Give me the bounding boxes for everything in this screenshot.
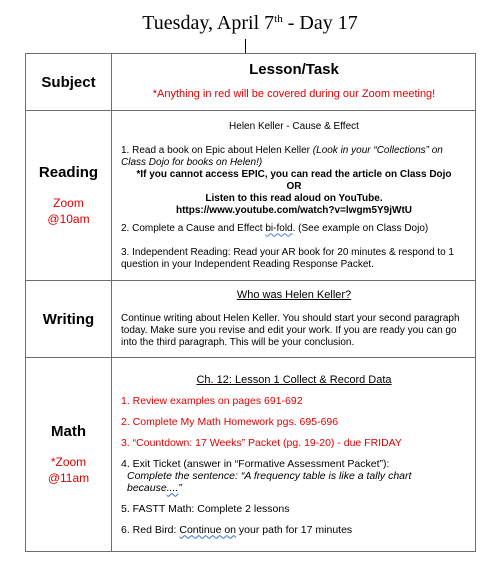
writing-row: [26, 281, 476, 358]
reading-epic-note: *If you cannot access EPIC, you can read the article on Class Dojo OR Listen to this read aloud on YouTube. https://www.youtube.com/watch?v=lwgm5Y9jWtU: [121, 169, 467, 217]
lesson-column-header: Lesson/Task: [249, 61, 339, 78]
math-item-6: 6. Red Bird: Continue on your path for 17 minutes: [121, 523, 353, 536]
math-item-1: 1. Review examples on pages 691-692: [121, 394, 303, 407]
table-header-row: [26, 54, 476, 111]
lesson-header-cell: [112, 54, 476, 111]
reading-task-cell: [112, 111, 476, 281]
math-item-5: 5. FASTT Math: Complete 2 lessons: [121, 502, 290, 515]
lesson-table: [25, 53, 476, 552]
reading-subject: Reading: [38, 164, 99, 181]
math-subject: Math: [51, 423, 86, 440]
writing-subject: Writing: [42, 310, 95, 328]
subject-header-cell: [26, 54, 112, 111]
reading-item-2: 2. Complete a Cause and Effect bi-fold. (See example on Class Dojo): [121, 222, 429, 234]
zoom-note: *Anything in red will be covered during our Zoom meeting!: [152, 88, 436, 100]
writing-subject-cell: [26, 281, 112, 358]
text-cursor: [245, 39, 246, 54]
reading-item-1: 1. Read a book on Epic about Helen Keller (Look in your “Collections” on Class Dojo for books on Helen!): [121, 144, 443, 168]
writing-heading: Who was Helen Keller?: [236, 289, 352, 301]
math-zoom-time: *Zoom @11am: [47, 455, 90, 485]
reading-item-3: 3. Independent Reading: Read your AR book for 20 minutes & respond to 1 question in your Independent Reading Response Packet.: [121, 246, 454, 270]
math-item-3: 3. “Countdown: 17 Weeks” Packet (pg. 19-20) - due FRIDAY: [121, 436, 402, 449]
math-row: [26, 358, 476, 552]
math-subject-cell: [26, 358, 112, 552]
math-task-cell: [112, 358, 476, 552]
writing-task-cell: [112, 281, 476, 358]
reading-heading: Helen Keller - Cause & Effect: [229, 120, 359, 132]
reading-row: [26, 111, 476, 281]
math-item-2: 2. Complete My Math Homework pgs. 695-696: [121, 415, 339, 428]
youtube-link[interactable]: https://www.youtube.com/watch?v=lwgm5Y9jWtU: [175, 204, 413, 216]
reading-subject-cell: [26, 111, 112, 281]
subject-column-header: Subject: [41, 73, 96, 91]
writing-body: Continue writing about Helen Keller. You should start your second paragraph today. Make sure you revise and edit your work. If you are ready you can go into the third paragraph. This will be your conclusion.: [121, 313, 460, 348]
math-heading: Ch. 12: Lesson 1 Collect & Record Data: [196, 373, 392, 386]
reading-zoom-time: Zoom @10am: [47, 196, 90, 226]
math-item-4: 4. Exit Ticket (answer in “Formative Assessment Packet”): Complete the sentence: “A frequency table is like a tally chart because....”: [121, 457, 412, 494]
page-title: Tuesday, April 7th - Day 17: [142, 12, 358, 34]
